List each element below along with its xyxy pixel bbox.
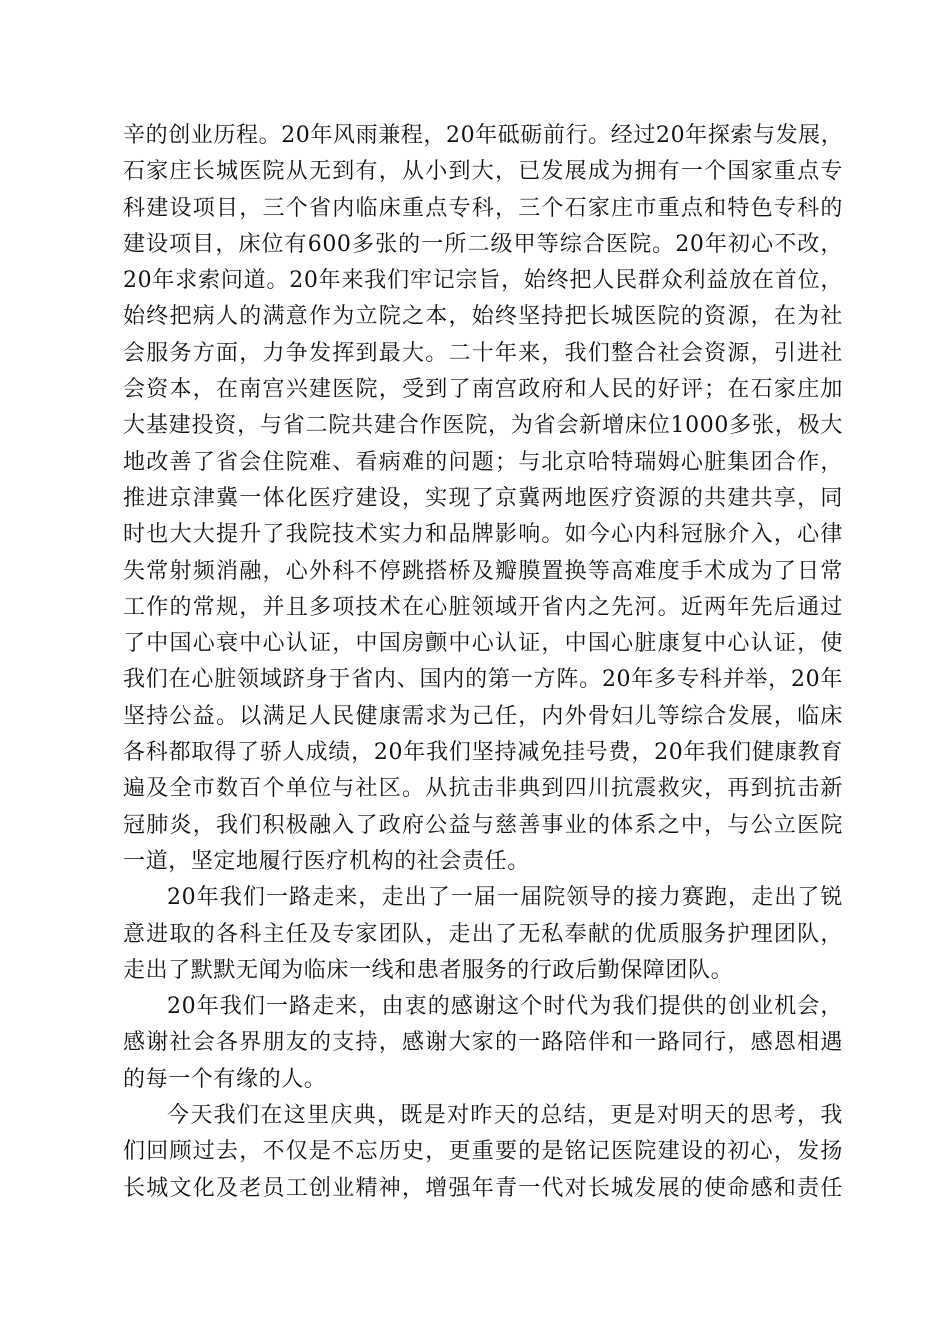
text-line: 建设项目，床位有600多张的一所二级甲等综合医院。20年初心不改， [123,231,843,257]
text-line: 坚持公益。以满足人民健康需求为己任，内外骨妇儿等综合发展，临床 [123,703,843,729]
text-line: 推进京津冀一体化医疗建设，实现了京冀两地医疗资源的共建共享，同 [123,485,843,511]
text-line: 地改善了省会住院难、看病难的问题；与北京哈特瑞姆心脏集团合作， [123,449,843,475]
text-line: 辛的创业历程。20年风雨兼程，20年砥砺前行。经过20年探索与发展， [123,123,844,148]
text-line: 了中国心衰中心认证，中国房颤中心认证，中国心脏康复中心认证，使 [123,631,843,657]
text-line: 石家庄长城医院从无到有，从小到大，已发展成为拥有一个国家重点专 [123,159,843,185]
text-line: 工作的常规，并且多项技术在心脏领域开省内之先河。近两年先后通过 [123,594,843,620]
paragraph-3 [123,989,843,1098]
text-line: 遍及全市数百个单位与社区。从抗击非典到四川抗震救灾，再到抗击新 [123,776,843,802]
text-line: 感谢社会各界朋友的支持，感谢大家的一路陪伴和一路同行，感恩相遇 [123,1030,843,1056]
text-line: 时也大大提升了我院技术实力和品牌影响。如今心内科冠脉介入，心律 [123,522,843,548]
text-line: 一道，坚定地履行医疗机构的社会责任。 [123,848,530,874]
text-line: 会服务方面，力争发挥到最大。二十年来，我们整合社会资源，引进社 [123,340,843,366]
paragraph-1 [123,118,843,880]
paragraph-2 [123,880,843,989]
text-line: 始终把病人的满意作为立院之本，始终坚持把长城医院的资源，在为社 [123,304,843,330]
text-line: 今天我们在这里庆典，既是对昨天的总结，更是对明天的思考，我 [167,1103,843,1129]
text-line: 的每一个有缘的人。 [123,1066,327,1092]
paragraph-4 [123,1098,843,1207]
text-line: 走出了默默无闻为临床一线和患者服务的行政后勤保障团队。 [123,957,734,983]
text-line: 20年我们一路走来，由衷的感谢这个时代为我们提供的创业机会， [167,994,843,1020]
text-line: 20年求索问道。20年来我们牢记宗旨，始终把人民群众利益放在首位， [123,268,843,294]
text-line: 我们在心脏领域跻身于省内、国内的第一方阵。20年多专科并举，20年 [123,667,843,693]
text-line: 大基建投资，与省二院共建合作医院，为省会新增床位1000多张，极大 [123,413,843,439]
text-line: 们回顾过去，不仅是不忘历史，更重要的是铭记医院建设的初心，发扬 [123,1139,843,1165]
text-line: 各科都取得了骄人成绩，20年我们坚持减免挂号费，20年我们健康教育 [123,740,843,766]
text-line: 20年我们一路走来，走出了一届一届院领导的接力赛跑，走出了锐 [167,885,843,911]
text-line: 会资本，在南宫兴建医院，受到了南宫政府和人民的好评；在石家庄加 [123,377,843,403]
document-body [123,118,843,1207]
text-line: 长城文化及老员工创业精神，增强年青一代对长城发展的使命感和责任 [123,1175,843,1201]
text-line: 意进取的各科主任及专家团队，走出了无私奉献的优质服务护理团队， [123,921,843,947]
text-line: 科建设项目，三个省内临床重点专科，三个石家庄市重点和特色专科的 [123,195,843,221]
text-line: 失常射频消融，心外科不停跳搭桥及瓣膜置换等高难度手术成为了日常 [123,558,843,584]
text-line: 冠肺炎，我们积极融入了政府公益与慈善事业的体系之中，与公立医院 [123,812,843,838]
